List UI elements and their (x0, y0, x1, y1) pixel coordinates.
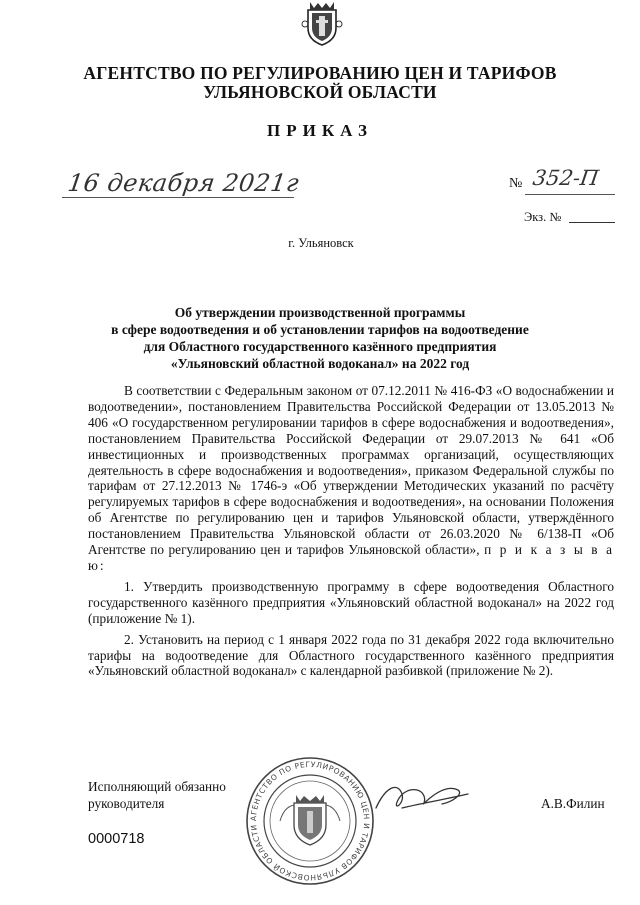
document-title (80, 304, 560, 372)
agency-name-line2: УЛЬЯНОВСКОЙ ОБЛАСТИ (203, 82, 437, 102)
date-underline (62, 197, 294, 198)
signer-position-line1: Исполняющий обязанно (88, 779, 226, 794)
clause-2: 2. Установить на период с 1 января 2022 года по 31 декабря 2022 года включительно тарифы на водоотведение для Областного государственного казённого предприятия «Ульяновский областной водоканал» с календарной разбивкой (приложение № 2). (88, 631, 614, 679)
document-body (88, 383, 614, 679)
copy-number-line (569, 222, 615, 223)
coat-of-arms-icon (300, 0, 344, 46)
number-underline (525, 194, 615, 195)
document-serial-number: 0000718 (88, 831, 145, 847)
clause-1: 1. Утвердить производственную программу в сфере водоотведения Областного государственного казённого предприятия «Ульяновский областной водоканал» на 2022 год (приложение № 1). (88, 578, 614, 626)
handwritten-number: 352-П (531, 166, 601, 190)
handwritten-signature-icon (372, 778, 472, 820)
title-line: «Ульяновский областной водоканал» на 2022 год (170, 356, 470, 371)
document-type: ПРИКАЗ (267, 121, 373, 140)
signer-position-line2: руководителя (88, 796, 165, 811)
preamble-paragraph (88, 383, 614, 574)
number-label: № (509, 176, 523, 191)
preamble-text: В соответствии с Федеральным законом от 07.12.2011 № 416-ФЗ «О водоснабжении и водоотведении», постановлением Правительства Российской Федерации от 13.05.2013 № 406 «О государственном регулировании тарифов в сфере водоснабжения и водоотведения», постановлением Правительства Российской Федерации от 29.07.2013 № 641 «Об инвестиционных и производственных программах организаций, осуществляющих деятельность в сфере водоснабжения и водоотведения», приказом Федеральной службы по тарифам от 27.12.2013 № 1746-э «Об утверждении Методических указаний по расчёту регулируемых тарифов в сфере водоснабжения и водоотведения», на основании Положения об Агентстве по регулированию цен и тарифов Ульяновской области, утверждённого постановлением Правительства Ульяновской области от 26.03.2020 № 6/138-П «Об Агентстве по регулированию цен и тарифов Ульяновской области», (88, 383, 614, 558)
signer-name: А.В.Филин (541, 796, 605, 811)
order-word: п р и к а з ы в а ю: (88, 542, 615, 573)
handwritten-date: 16 декабря 2021г (66, 169, 301, 197)
copy-number-label: Экз. № (524, 210, 562, 224)
title-line: Об утверждении производственной программы (174, 305, 466, 320)
city: г. Ульяновск (288, 236, 354, 250)
seal-text: АГЕНТСТВО ПО РЕГУЛИРОВАНИЮ ЦЕН И ТАРИФОВ УЛЬЯНОВСКОЙ ОБЛАСТИ (248, 759, 372, 883)
agency-name-line1: АГЕНТСТВО ПО РЕГУЛИРОВАНИЮ ЦЕН И ТАРИФОВ (83, 63, 557, 83)
title-line: для Областного государственного казённого предприятия (143, 339, 497, 354)
title-line: в сфере водоотведения и об установлении тарифов на водоотведение (111, 322, 529, 337)
official-seal-icon (244, 755, 376, 887)
